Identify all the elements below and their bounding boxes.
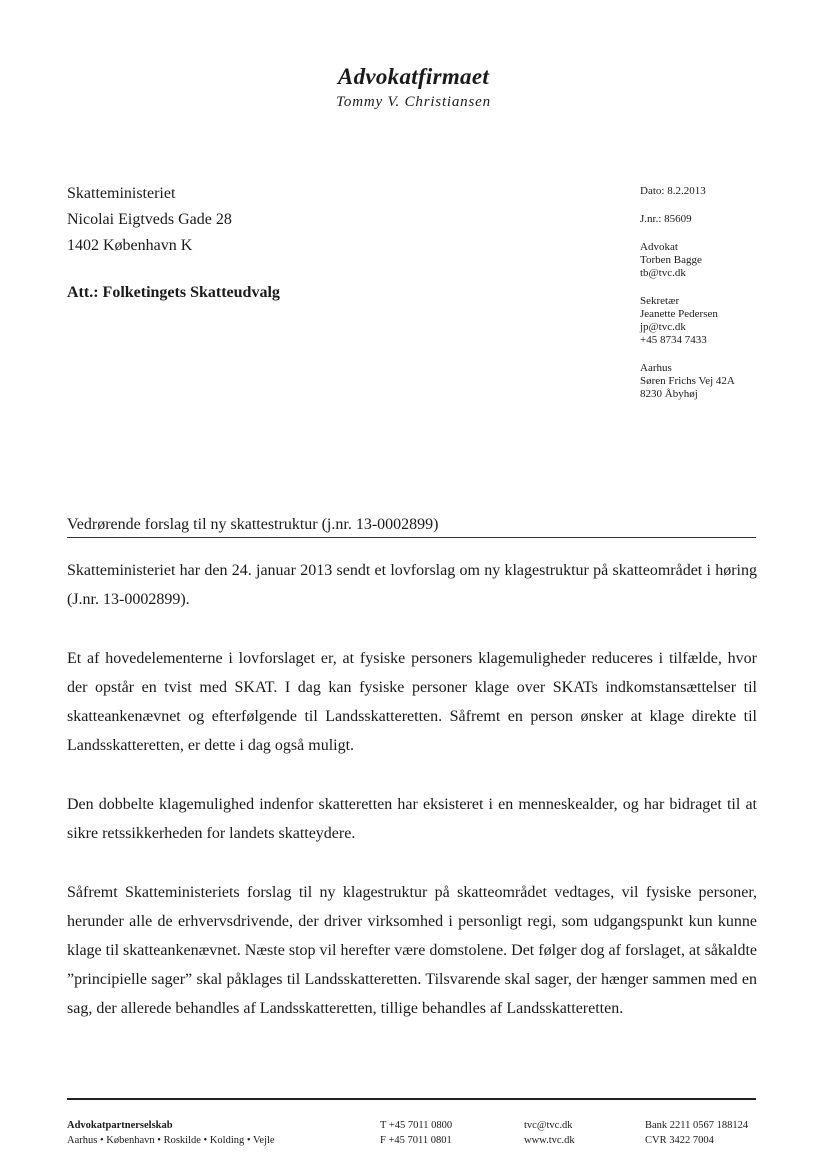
body-paragraph-4: Såfremt Skatteministeriets forslag til ny klagestruktur på skatteområdet vedtages, vil fysiske personer, herunder alle de erhvervsdrivende, der driver virksomhed i personligt regi, som udgangspunkt kun kunne klage til skatteankenævnet. Næste stop vil herefter være domstolene. Det følger dog af forslaget, at såkaldte ”principielle sager” skal påklages til Landsskatteretten. Tilsvarende skal sager, der hænger sammen med en sag, der allerede behandles af Landsskatteretten, tillige behandles af Landsskatteretten. (67, 884, 757, 1017)
secretary-phone: +45 8734 7433 (640, 334, 707, 346)
footer-bank (645, 1118, 748, 1148)
bank-account: Bank 2211 0567 188124 (645, 1120, 749, 1131)
office-city: Aarhus (640, 362, 672, 374)
company-type: Advokatpartnerselskab (67, 1120, 173, 1131)
office-street: Søren Frichs Vej 42A (640, 375, 735, 387)
footer-company (67, 1118, 275, 1148)
body-paragraph-3: Den dobbelte klagemulighed indenfor skatteretten har eksisteret i en menneskealder, og har bidraget til at sikre retssikkerheden for landets skatteydere. (67, 796, 757, 842)
attention-line: Att.: Folketingets Skatteudvalg (67, 284, 280, 301)
letter-date: Dato: 8.2.2013 (640, 185, 706, 197)
fax-number: F +45 7011 0801 (380, 1135, 452, 1146)
footer-website[interactable]: www.tvc.dk (524, 1135, 575, 1146)
footer-email[interactable]: tvc@tvc.dk (524, 1120, 573, 1131)
body-paragraph-2: Et af hovedelementerne i lovforslaget er, at fysiske personers klagemuligheder reduceres i tilfælde, hvor der opstår en tvist med SKAT. I dag kan fysiske personer klage over SKATs indkomstansættelser til skatteankenævnet og efterfølgende til Landsskatteretten. Såfremt en person ønsker at klage direkte til Landsskatteretten, er dette i dag også muligt. (67, 650, 757, 754)
recipient-address (67, 181, 232, 259)
footer-divider (67, 1098, 756, 1100)
subject-divider (67, 537, 756, 538)
letter-body (67, 556, 757, 1053)
lawyer-email: tb@tvc.dk (640, 267, 686, 279)
secretary-name: Jeanette Pedersen (640, 308, 718, 320)
office-zip: 8230 Åbyhøj (640, 388, 698, 400)
secretary-title: Sekretær (640, 295, 680, 307)
cvr-number: CVR 3422 7004 (645, 1135, 714, 1146)
lawyer-name: Torben Bagge (640, 254, 702, 266)
journal-number: J.nr.: 85609 (640, 213, 692, 225)
office-list: Aarhus • København • Roskilde • Kolding • Vejle (67, 1135, 275, 1146)
secretary-email: jp@tvc.dk (640, 321, 686, 333)
body-paragraph-1: Skatteministeriet har den 24. januar 2013 sendt et lovforslag om ny klagestruktur på skatteområdet i høring (J.nr. 13-0002899). (67, 562, 757, 608)
firm-name: Advokatfirmaet (337, 64, 490, 89)
footer-contact (524, 1118, 575, 1148)
recipient-line-1: Skatteministeriet (67, 185, 176, 202)
subject-line: Vedrørende forslag til ny skattestruktur (j.nr. 13-0002899) (67, 516, 439, 533)
lawyer-title: Advokat (640, 241, 678, 253)
firm-owner: Tommy V. Christiansen (336, 94, 491, 110)
recipient-line-3: 1402 København K (67, 237, 193, 254)
phone-number: T +45 7011 0800 (380, 1120, 453, 1131)
recipient-line-2: Nicolai Eigtveds Gade 28 (67, 211, 232, 228)
footer-phone (380, 1118, 452, 1148)
letter-meta (640, 185, 735, 401)
